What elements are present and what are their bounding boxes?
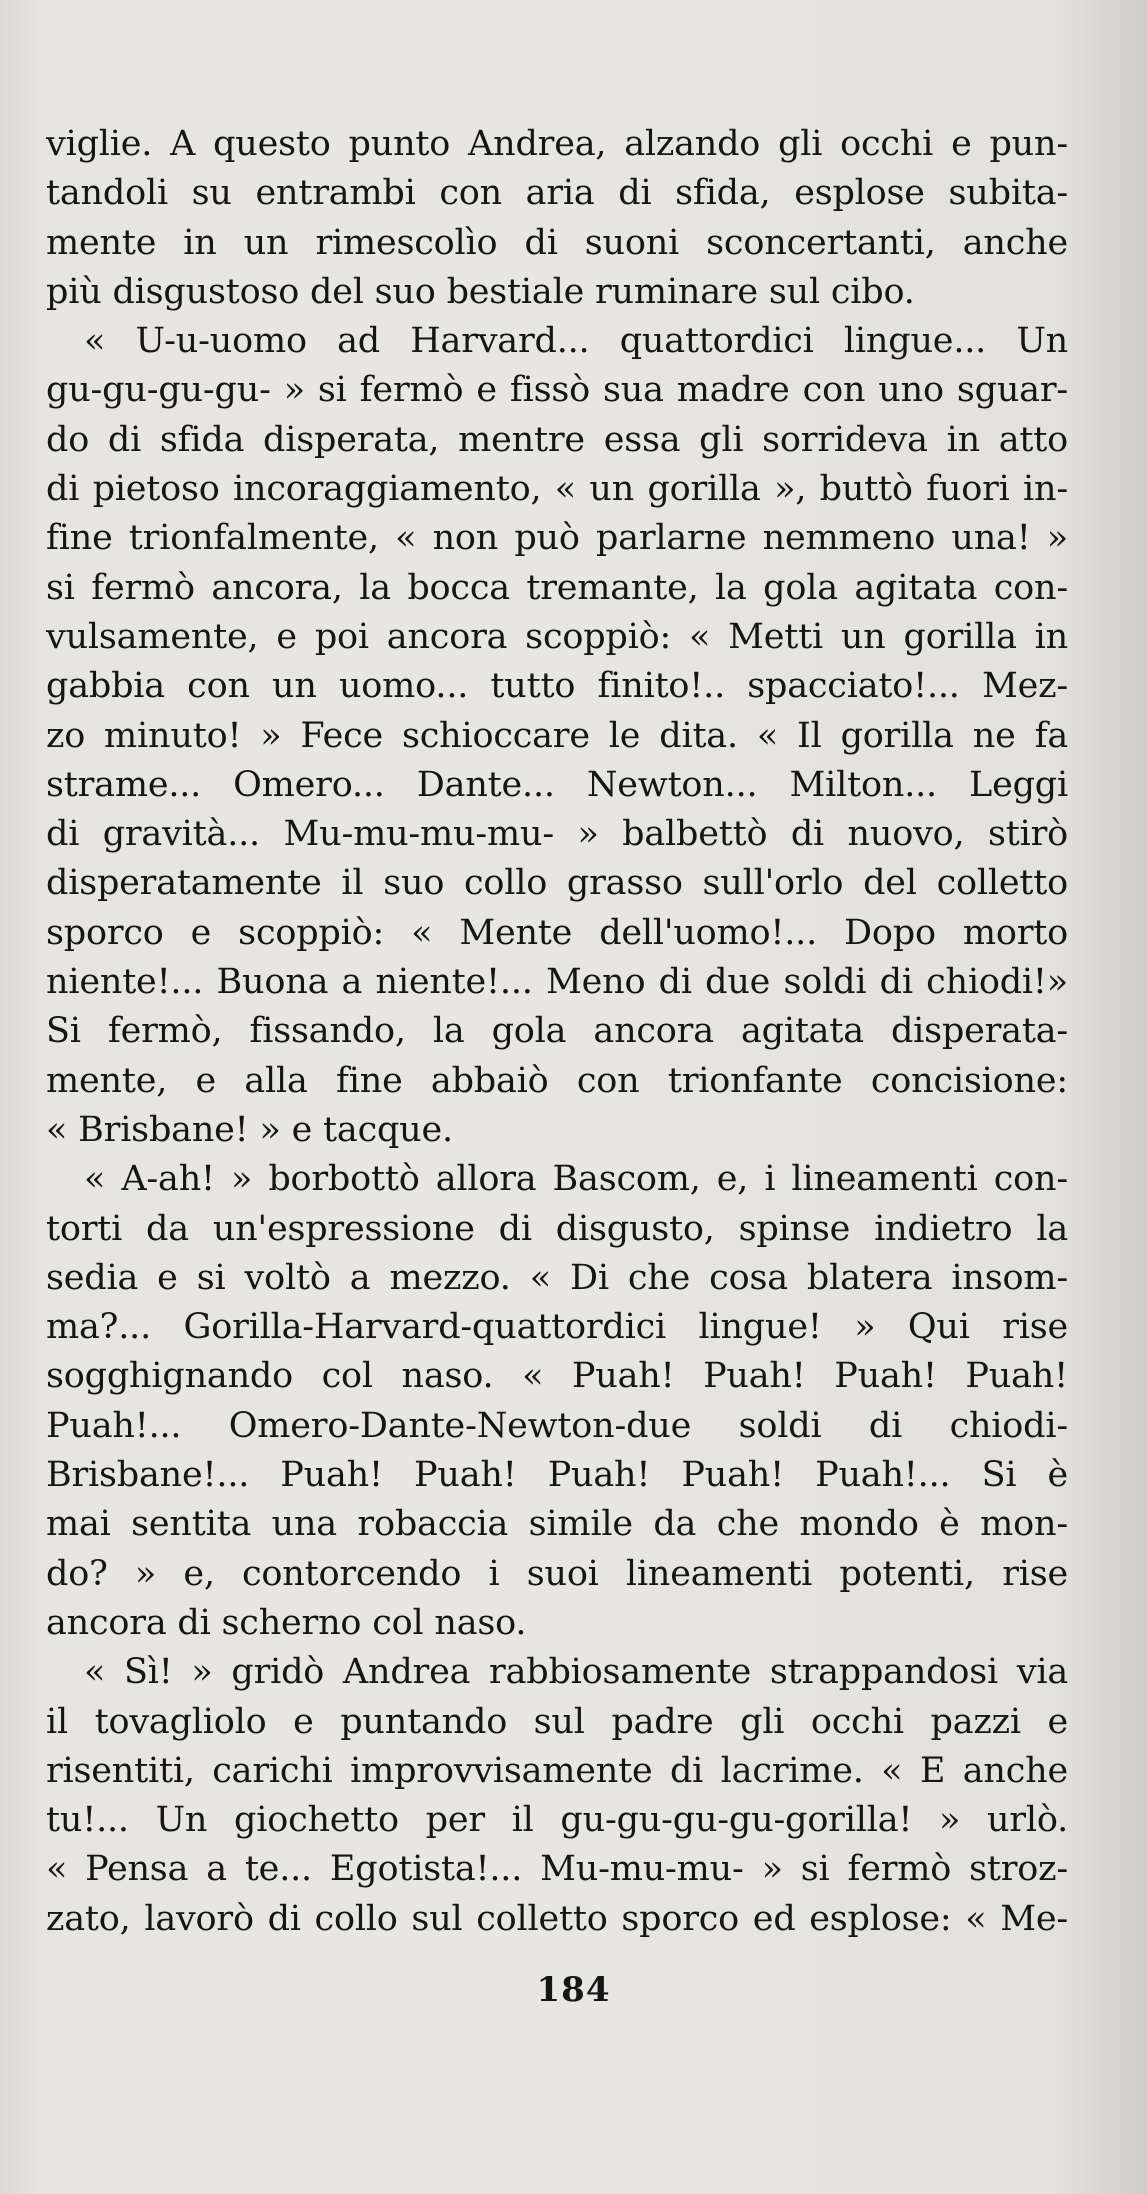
text-line: strame... Omero... Dante... Newton... Milton... Leggi [46, 764, 1068, 805]
text-line: zato, lavorò di collo sul colletto sporco ed esplose: « Me- [46, 1898, 1068, 1939]
text-line: « Brisbane! » e tacque. [46, 1109, 453, 1150]
text-line: « Sì! » gridò Andrea rabbiosamente strappandosi via [84, 1652, 1068, 1693]
text-line: do di sfida disperata, mentre essa gli sorrideva in atto [46, 419, 1068, 460]
text-line: gu-gu-gu-gu- » si fermò e fissò sua madre con uno sguar- [46, 370, 1068, 411]
text-line: ma?... Gorilla-Harvard-quattordici lingue! » Qui rise [46, 1307, 1068, 1348]
text-line: mente, e alla fine abbaiò con trionfante concisione: [46, 1060, 1068, 1101]
text-line: Puah!... Omero-Dante-Newton-due soldi di chiodi- [46, 1405, 1068, 1446]
text-line: ancora di scherno col naso. [46, 1602, 527, 1643]
text-line: di pietoso incoraggiamento, « un gorilla », buttò fuori in- [46, 469, 1068, 510]
text-line: sogghignando col naso. « Puah! Puah! Puah! Puah! [46, 1356, 1068, 1397]
text-line: sporco e scoppiò: « Mente dell'uomo!... Dopo morto [46, 912, 1068, 953]
text-line: sedia e si voltò a mezzo. « Di che cosa blatera insom- [46, 1257, 1068, 1298]
text-line: mai sentita una robaccia simile da che mondo è mon- [46, 1504, 1068, 1545]
text-line: niente!... Buona a niente!... Meno di due soldi di chiodi!» [46, 962, 1068, 1003]
text-line: viglie. A questo punto Andrea, alzando gli occhi e pun- [46, 124, 1068, 164]
text-line: più disgustoso del suo bestiale ruminare sul cibo. [46, 271, 915, 312]
text-line: risentiti, carichi improvvisamente di lacrime. « E anche [46, 1750, 1068, 1791]
text-line: mente in un rimescolìo di suoni sconcertanti, anche [46, 222, 1068, 263]
text-line: fine trionfalmente, « non può parlarne nemmeno una! » [46, 518, 1068, 559]
text-line: « Pensa a te... Egotista!... Mu-mu-mu- » si fermò stroz- [46, 1849, 1068, 1890]
text-line: vulsamente, e poi ancora scoppiò: « Metti un gorilla in [46, 616, 1068, 657]
text-line: tu!... Un giochetto per il gu-gu-gu-gu-gorilla! » urlò. [46, 1800, 1068, 1841]
text-line: « A-ah! » borbottò allora Bascom, e, i lineamenti con- [84, 1159, 1068, 1200]
page-number: 184 [536, 1970, 611, 2010]
text-line: gabbia con un uomo... tutto finito!.. spacciato!... Mez- [46, 666, 1068, 707]
text-line: Brisbane!... Puah! Puah! Puah! Puah! Puah!... Si è [46, 1455, 1068, 1496]
body-text [46, 120, 1068, 1944]
text-line: do? » e, contorcendo i suoi lineamenti potenti, rise [46, 1553, 1068, 1594]
text-line: torti da un'espressione di disgusto, spinse indietro la [46, 1208, 1068, 1249]
text-line: zo minuto! » Fece schioccare le dita. « Il gorilla ne fa [46, 715, 1068, 756]
text-line: disperatamente il suo collo grasso sull'orlo del colletto [46, 863, 1068, 904]
text-line: il tovagliolo e puntando sul padre gli occhi pazzi e [46, 1701, 1068, 1742]
text-line: Si fermò, fissando, la gola ancora agitata disperata- [46, 1011, 1068, 1052]
text-line: tandoli su entrambi con aria di sfida, esplose subita- [46, 173, 1068, 214]
text-line: si fermò ancora, la bocca tremante, la gola agitata con- [46, 567, 1068, 608]
text-line: di gravità... Mu-mu-mu-mu- » balbettò di nuovo, stirò [46, 814, 1068, 855]
text-line: « U-u-uomo ad Harvard... quattordici lingue... Un [84, 321, 1068, 362]
